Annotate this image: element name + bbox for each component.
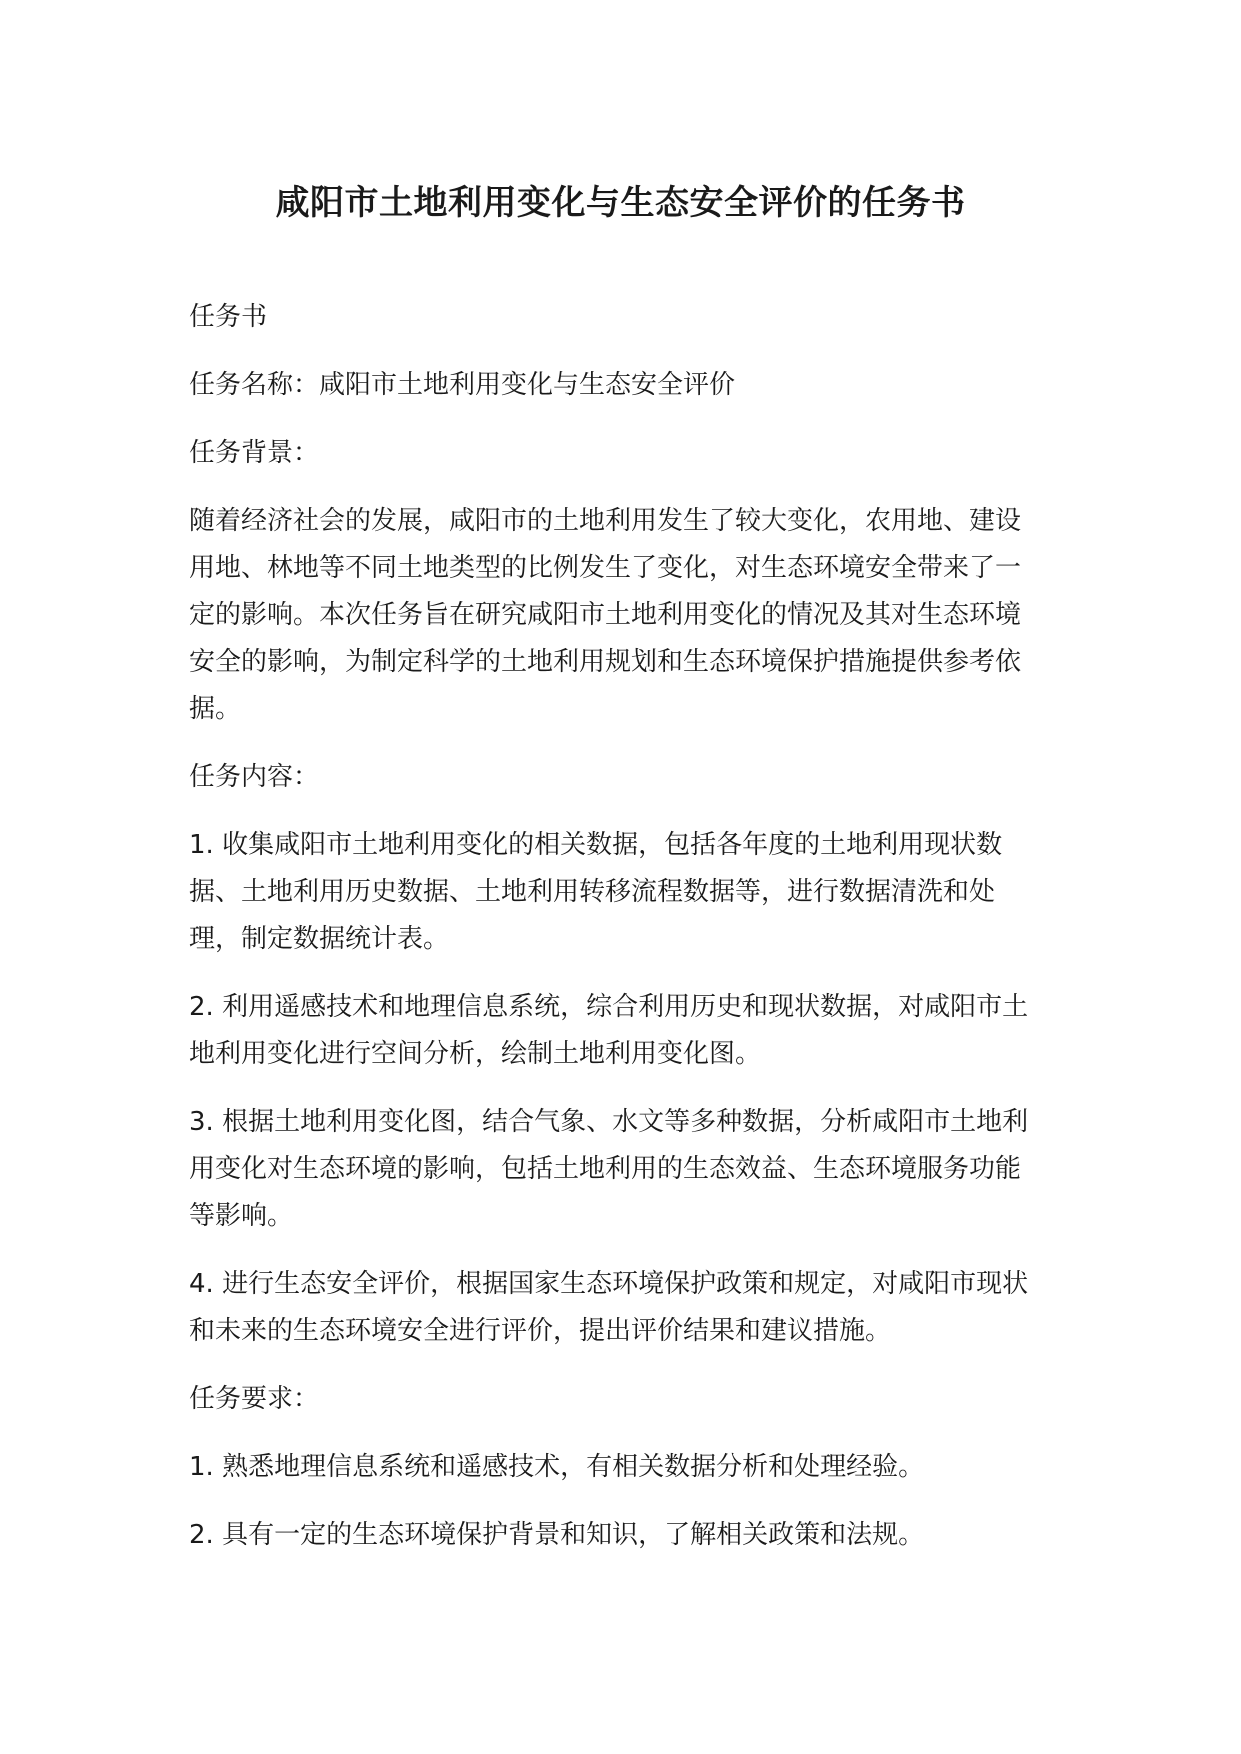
- content-item: 1. 收集咸阳市土地利用变化的相关数据，包括各年度的土地利用现状数据、土地利用历史数据、土地利用转移流程数据等，进行数据清洗和处理，制定数据统计表。: [189, 830, 1003, 954]
- background-paragraph: 随着经济社会的发展，咸阳市的土地利用发生了较大变化，农用地、建设用地、林地等不同土地类型的比例发生了变化，对生态环境安全带来了一定的影响。本次任务旨在研究咸阳市土地利用变化的情况及其对生态环境安全的影响，为制定科学的土地利用规划和生态环境保护措施提供参考依据。: [189, 506, 1022, 724]
- section-label: 任务书: [189, 302, 268, 332]
- requirements-heading: 任务要求：: [189, 1384, 320, 1414]
- document-body: [189, 294, 1044, 1580]
- content-heading: 任务内容：: [189, 762, 320, 792]
- task-name: 任务名称：咸阳市土地利用变化与生态安全评价: [189, 370, 736, 400]
- requirement-item: 1. 熟悉地理信息系统和遥感技术，有相关数据分析和处理经验。: [189, 1452, 925, 1482]
- content-item: 2. 利用遥感技术和地理信息系统，综合利用历史和现状数据，对咸阳市土地利用变化进行空间分析，绘制土地利用变化图。: [189, 992, 1029, 1069]
- background-heading: 任务背景：: [189, 438, 320, 468]
- requirement-item: 2. 具有一定的生态环境保护背景和知识，了解相关政策和法规。: [189, 1520, 925, 1550]
- document-title: 咸阳市土地利用变化与生态安全评价的任务书: [275, 183, 966, 223]
- content-item: 3. 根据土地利用变化图，结合气象、水文等多种数据，分析咸阳市土地利用变化对生态环境的影响，包括土地利用的生态效益、生态环境服务功能等影响。: [189, 1107, 1029, 1231]
- content-item: 4. 进行生态安全评价，根据国家生态环境保护政策和规定，对咸阳市现状和未来的生态环境安全进行评价，提出评价结果和建议措施。: [189, 1269, 1029, 1346]
